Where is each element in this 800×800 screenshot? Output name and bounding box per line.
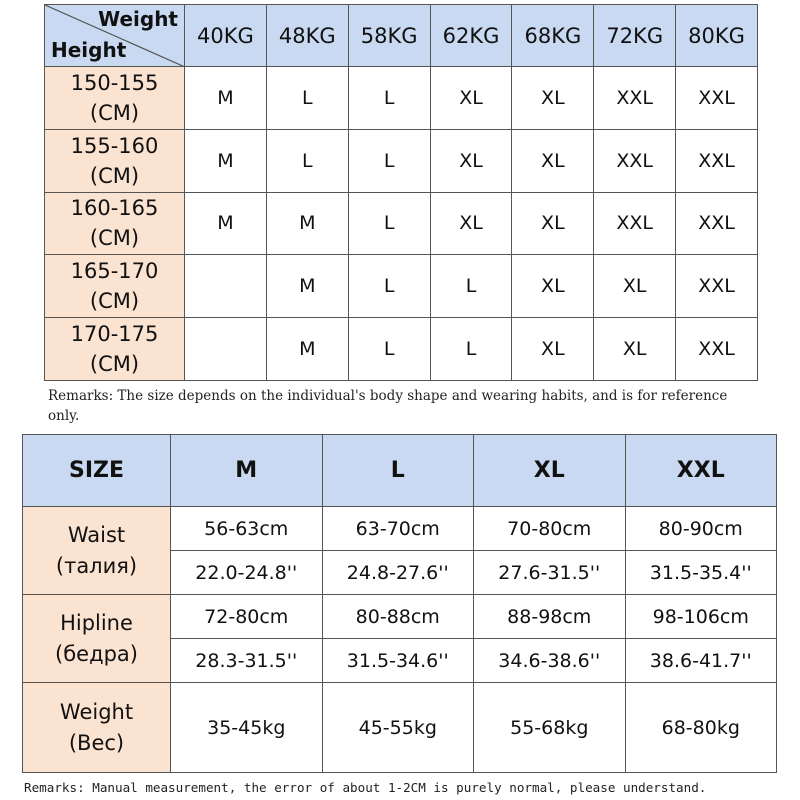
size-cell: XXL [594,193,676,256]
size-cell: XL [431,67,513,130]
size-cell: M [185,130,267,193]
size-cell: M [185,67,267,130]
size-header-label: SIZE [23,435,171,507]
height-row-header [45,193,185,256]
height-unit: (CM) [89,163,140,188]
weight-kg-cell: 55-68kg [474,683,626,773]
size-cell [185,255,267,318]
weight-kg-cell: 45-55kg [323,683,475,773]
size-cell: XL [512,255,594,318]
height-range: 155-160 [70,133,159,158]
height-range: 160-165 [70,196,159,221]
hipline-sublabel: (бедра) [55,641,138,666]
waist-cm-cell: 56-63cm [171,507,323,551]
waist-inch-cell: 22.0-24.8'' [171,551,323,595]
size-cell: L [349,130,431,193]
height-unit: (CM) [89,352,140,377]
size-cell: M [267,255,349,318]
hip-inch-cell: 31.5-34.6'' [323,639,475,683]
weight-kg-cell: 68-80kg [626,683,778,773]
weight-header-40: 40KG [185,5,267,67]
size-cell: L [349,318,431,381]
size-cell: XL [431,193,513,256]
size-cell: XXL [676,318,758,381]
hip-inch-cell: 28.3-31.5'' [171,639,323,683]
size-cell: XXL [676,193,758,256]
weight-header-72: 72KG [594,5,676,67]
waist-inch-cell: 24.8-27.6'' [323,551,475,595]
size-header-xxl: XXL [626,435,778,507]
corner-header [45,5,185,67]
waist-inch-cell: 31.5-35.4'' [626,551,778,595]
size-cell: L [431,255,513,318]
weight-header-80: 80KG [676,5,758,67]
height-weight-size-table [44,4,758,381]
size-cell: XL [512,67,594,130]
size-cell: XXL [676,130,758,193]
hip-cm-cell: 72-80cm [171,595,323,639]
height-range: 170-175 [70,322,159,347]
weight-kg-cell: 35-45kg [171,683,323,773]
weight-row-header [23,683,171,773]
weight-header-62: 62KG [431,5,513,67]
weight-header-58: 58KG [349,5,431,67]
hip-inch-cell: 38.6-41.7'' [626,639,778,683]
weight-header-48: 48KG [267,5,349,67]
height-range: 165-170 [70,259,159,284]
waist-cm-cell: 63-70cm [323,507,475,551]
waist-cm-cell: 70-80cm [474,507,626,551]
hipline-row-header [23,595,171,683]
height-range: 150-155 [70,70,159,95]
height-row-header [45,67,185,130]
size-cell: M [267,193,349,256]
waist-inch-cell: 27.6-31.5'' [474,551,626,595]
remark-reference-note: Remarks: The size depends on the individual's body shape and wearing habits, and is for reference only. [48,388,728,424]
hip-inch-cell: 34.6-38.6'' [474,639,626,683]
hipline-label: Hipline [60,610,133,635]
size-cell: XXL [594,67,676,130]
size-cell [185,318,267,381]
hip-cm-cell: 80-88cm [323,595,475,639]
size-cell: L [267,130,349,193]
size-cell: XL [512,130,594,193]
waist-row-header [23,507,171,595]
height-row-header [45,318,185,381]
size-cell: M [267,318,349,381]
height-row-header [45,130,185,193]
size-cell: XL [594,318,676,381]
corner-weight-label: Weight [98,7,178,31]
size-cell: XXL [676,67,758,130]
height-row-header [45,255,185,318]
size-header-xl: XL [474,435,626,507]
waist-cm-cell: 80-90cm [626,507,778,551]
waist-label: Waist [67,522,126,547]
height-unit: (CM) [89,226,140,251]
size-header-l: L [323,435,475,507]
size-cell: XL [431,130,513,193]
weight-label: Weight [59,699,134,724]
size-cell: L [349,193,431,256]
size-cell: L [349,67,431,130]
waist-sublabel: (талия) [55,553,138,578]
size-cell: XL [594,255,676,318]
hip-cm-cell: 98-106cm [626,595,778,639]
size-cell: L [431,318,513,381]
hip-cm-cell: 88-98cm [474,595,626,639]
size-cell: L [349,255,431,318]
height-unit: (CM) [89,100,140,125]
size-cell: XXL [676,255,758,318]
size-cell: M [185,193,267,256]
weight-header-68: 68KG [512,5,594,67]
size-cell: XL [512,193,594,256]
size-cell: XXL [594,130,676,193]
remark-measurement-note: Remarks: Manual measurement, the error of about 1-2CM is purely normal, please understand. [24,780,707,795]
height-unit: (CM) [89,289,140,314]
size-cell: XL [512,318,594,381]
weight-sublabel: (Вес) [68,730,125,755]
size-header-m: M [171,435,323,507]
size-cell: L [267,67,349,130]
corner-height-label: Height [51,38,127,62]
measurement-table [22,434,777,773]
